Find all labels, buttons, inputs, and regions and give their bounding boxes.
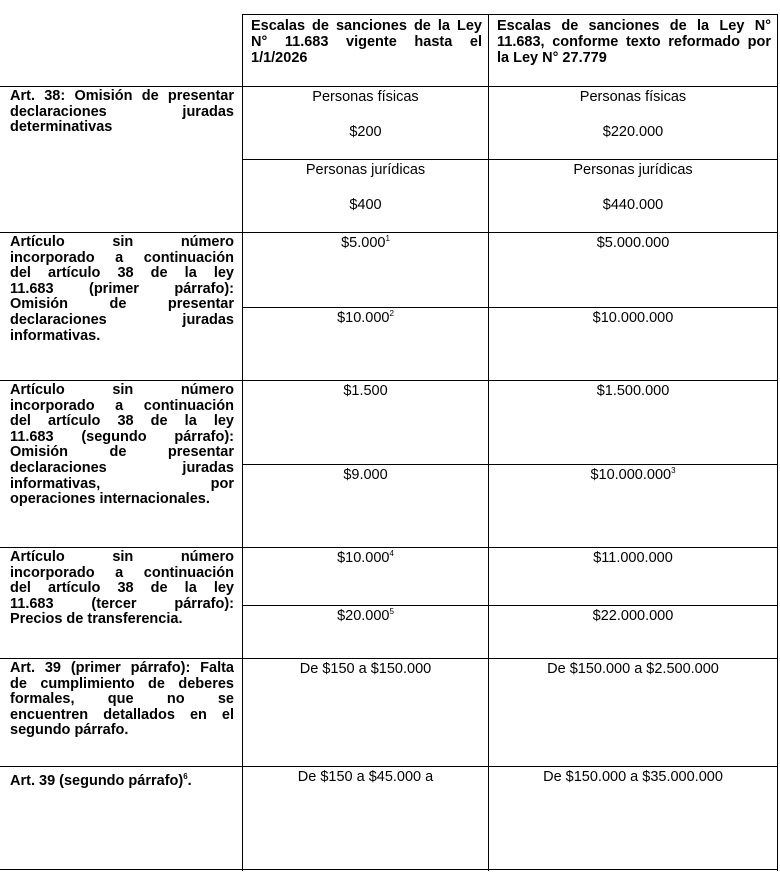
table-bottom-border (0, 869, 778, 870)
sn3-b-current (243, 606, 488, 624)
label-line: Art. 39 (segundo párrafo) (10, 772, 184, 789)
sanction-value: $11.000.000 (593, 550, 673, 566)
label-line: incorporado a continuación (10, 249, 234, 266)
header-col-current (243, 15, 488, 85)
label-line: Artículo sin número (10, 382, 234, 398)
art38-fisicas-reformed (489, 87, 777, 140)
label-line: incorporado a continuación (10, 397, 234, 414)
sanction-value: $5.000.000 (596, 235, 670, 251)
art38-juridicas-reformed (489, 160, 777, 213)
sn1-a-current (243, 233, 488, 251)
sn2-b-current (243, 465, 488, 483)
sanction-value: $1.500 (343, 383, 388, 399)
sn1-b-reformed (489, 308, 777, 326)
row-label-art-sn-3 (0, 548, 242, 628)
label-line: Omisión de presentar (10, 296, 234, 313)
sanction-value: $440.000 (602, 197, 664, 213)
sn2-a-current (243, 381, 488, 399)
footnote-ref: 5 (389, 607, 394, 617)
label-line: determinativas (10, 119, 113, 136)
label-line: declaraciones juradas (10, 459, 234, 476)
label-line: operaciones internacionales. (10, 491, 210, 508)
footnote-ref: 1 (385, 234, 390, 244)
sn1-b-current (243, 308, 488, 326)
column-divider-2 (488, 14, 489, 871)
label-line: segundo párrafo. (10, 722, 129, 739)
label-line: declaraciones juradas (10, 311, 234, 328)
row-label-art-sn-1 (0, 233, 242, 344)
column-divider-right (777, 14, 778, 871)
sanction-value: $10.000.000 (590, 467, 672, 483)
sanction-value: De $150.000 a $2.500.000 (547, 661, 719, 677)
label-line: del artículo 38 de la ley (10, 265, 234, 282)
row-label-art39-1 (0, 659, 242, 739)
label-line: 11.683 (segundo párrafo): (10, 428, 234, 445)
sn2-b-reformed (489, 465, 777, 483)
label-line: Art. 39 (primer párrafo): Falta (10, 660, 234, 676)
label-line: del artículo 38 de la ley (10, 413, 234, 430)
sn1-a-reformed (489, 233, 777, 251)
label-line: informativas. (10, 327, 101, 344)
label-line: Precios de transferencia. (10, 611, 183, 628)
persona-type-label: Personas jurídicas (573, 162, 693, 178)
sanction-value: $22.000.000 (592, 608, 674, 624)
label-line: 11.683 (tercer párrafo): (10, 595, 234, 612)
sanction-value: $200 (349, 124, 382, 140)
label-end: . (187, 772, 192, 789)
label-line: Omisión de presentar (10, 444, 234, 461)
sn3-a-current (243, 548, 488, 566)
header-col-reformed (489, 15, 777, 85)
sanction-value: $220.000 (602, 124, 664, 140)
row-label-art39-2 (0, 767, 242, 789)
label-line: de cumplimiento de deberes (10, 675, 234, 692)
sn2-a-reformed (489, 381, 777, 399)
sn3-a-reformed (489, 548, 777, 566)
label-line: declaraciones juradas (10, 103, 234, 120)
label-line: formales, que no se (10, 691, 234, 708)
art38-fisicas-current (243, 87, 488, 140)
sanction-value: $20.000 (337, 608, 390, 624)
header-col-current-text: Escalas de sanciones de la Ley N° 11.683 vigente hasta el 1/1/2026 (251, 18, 482, 66)
sanction-value: $400 (349, 197, 382, 213)
sanction-value: $5.000 (341, 235, 386, 251)
label-line: informativas, por (10, 475, 234, 492)
column-divider-1 (242, 14, 243, 871)
label-line: Art. 38: Omisión de presentar (10, 88, 234, 104)
sanction-value: De $150 a $45.000 a (297, 769, 434, 785)
label-line: incorporado a continuación (10, 564, 234, 581)
label-line: del artículo 38 de la ley (10, 580, 234, 597)
persona-type-label: Personas físicas (312, 89, 419, 105)
art38-juridicas-current (243, 160, 488, 213)
label-line: Artículo sin número (10, 234, 234, 250)
sanction-value: $10.000 (337, 550, 390, 566)
sanction-value: $9.000 (343, 467, 388, 483)
row-label-art-sn-2 (0, 381, 242, 508)
label-line: encuentren detallados en el (10, 706, 234, 723)
header-col-reformed-text: Escalas de sanciones de la Ley N° 11.683, conforme texto reformado por la Ley N° 27.779 (497, 18, 771, 66)
label-line: 11.683 (primer párrafo): (10, 280, 234, 297)
sanction-value: $10.000.000 (592, 310, 674, 326)
label-line: Artículo sin número (10, 549, 234, 565)
sanction-value: $10.000 (337, 310, 390, 326)
persona-type-label: Personas físicas (579, 89, 687, 105)
footnote-ref: 4 (389, 549, 394, 559)
sanction-value: $1.500.000 (596, 383, 670, 399)
footnote-ref: 6 (183, 772, 188, 781)
art39-2-current (243, 767, 488, 785)
sanction-value: De $150.000 a $35.000.000 (543, 769, 723, 785)
art39-1-reformed (489, 659, 777, 677)
sanction-value: De $150 a $150.000 (299, 661, 432, 677)
art39-1-current (243, 659, 488, 677)
footnote-ref: 3 (671, 466, 676, 476)
row-label-art38 (0, 87, 242, 136)
footnote-ref: 2 (389, 309, 394, 319)
persona-type-label: Personas jurídicas (305, 162, 426, 178)
sn3-b-reformed (489, 606, 777, 624)
art39-2-reformed (489, 767, 777, 785)
